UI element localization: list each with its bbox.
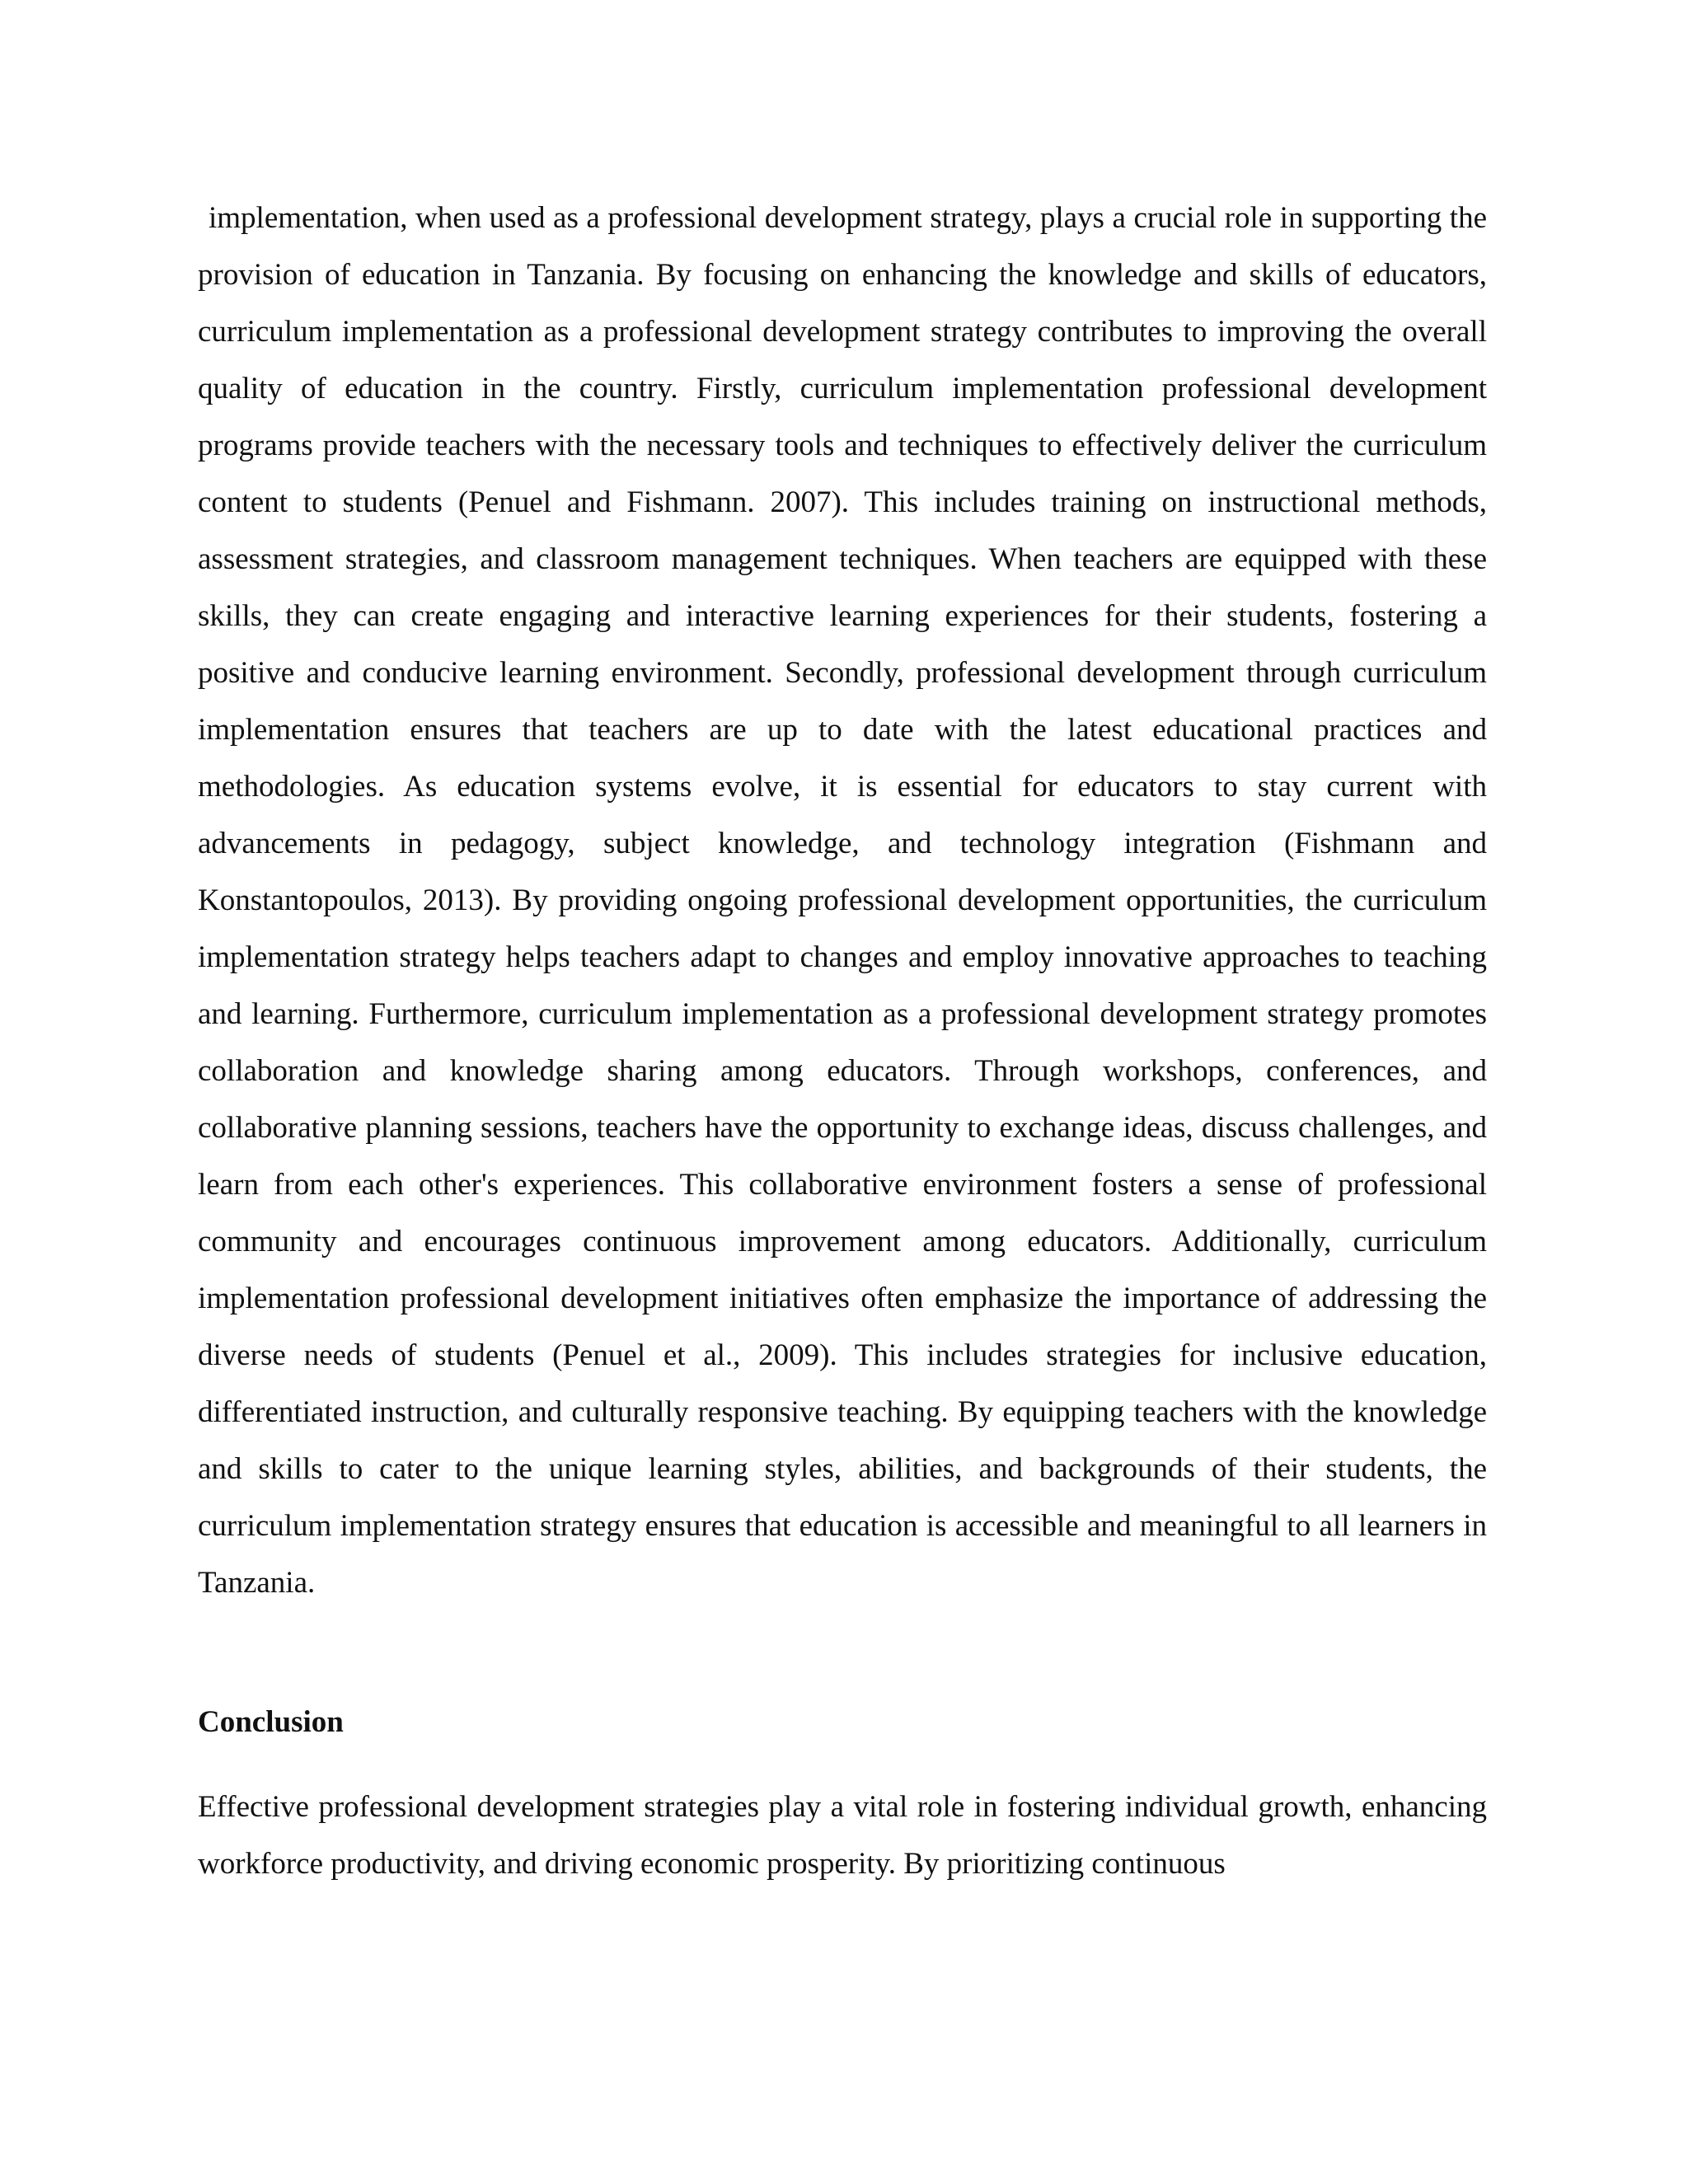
conclusion-paragraph: Effective professional development strategies play a vital role in fostering individual growth, enhancing workforce productivity, and driving economic prosperity. By prioritizing continuous <box>198 1790 1487 1881</box>
body-paragraph: implementation, when used as a professional development strategy, plays a crucial role in supporting the provision of education in Tanzania. By focusing on enhancing the knowledge and skills of educators, curriculum implementation as a professional development strategy contributes to improving the overall quality of education in the country. Firstly, curriculum implementation professional development programs provide teachers with the necessary tools and techniques to effectively deliver the curriculum content to students (Penuel and Fishmann. 2007). This includes training on instructional methods, assessment strategies, and classroom management techniques. When teachers are equipped with these skills, they can create engaging and interactive learning experiences for their students, fostering a positive and conducive learning environment. Secondly, professional development through curriculum implementation ensures that teachers are up to date with the latest educational practices and methodologies. As education systems evolve, it is essential for educators to stay current with advancements in pedagogy, subject knowledge, and technology integration (Fishmann and Konstantopoulos, 2013). By providing ongoing professional development opportunities, the curriculum implementation strategy helps teachers adapt to changes and employ innovative approaches to teaching and learning. Furthermore, curriculum implementation as a professional development strategy promotes collaboration and knowledge sharing among educators. Through workshops, conferences, and collaborative planning sessions, teachers have the opportunity to exchange ideas, discuss challenges, and learn from each other's experiences. This collaborative environment fosters a sense of professional community and encourages continuous improvement among educators. Additionally, curriculum implementation professional development initiatives often emphasize the importance of addressing the diverse needs of students (Penuel et al., 2009). This includes strategies for inclusive education, differentiated instruction, and culturally responsive teaching. By equipping teachers with the knowledge and skills to cater to the unique learning styles, abilities, and backgrounds of their students, the curriculum implementation strategy ensures that education is accessible and meaningful to all learners in Tanzania. <box>198 201 1487 1600</box>
section-heading: Conclusion <box>198 1705 344 1739</box>
